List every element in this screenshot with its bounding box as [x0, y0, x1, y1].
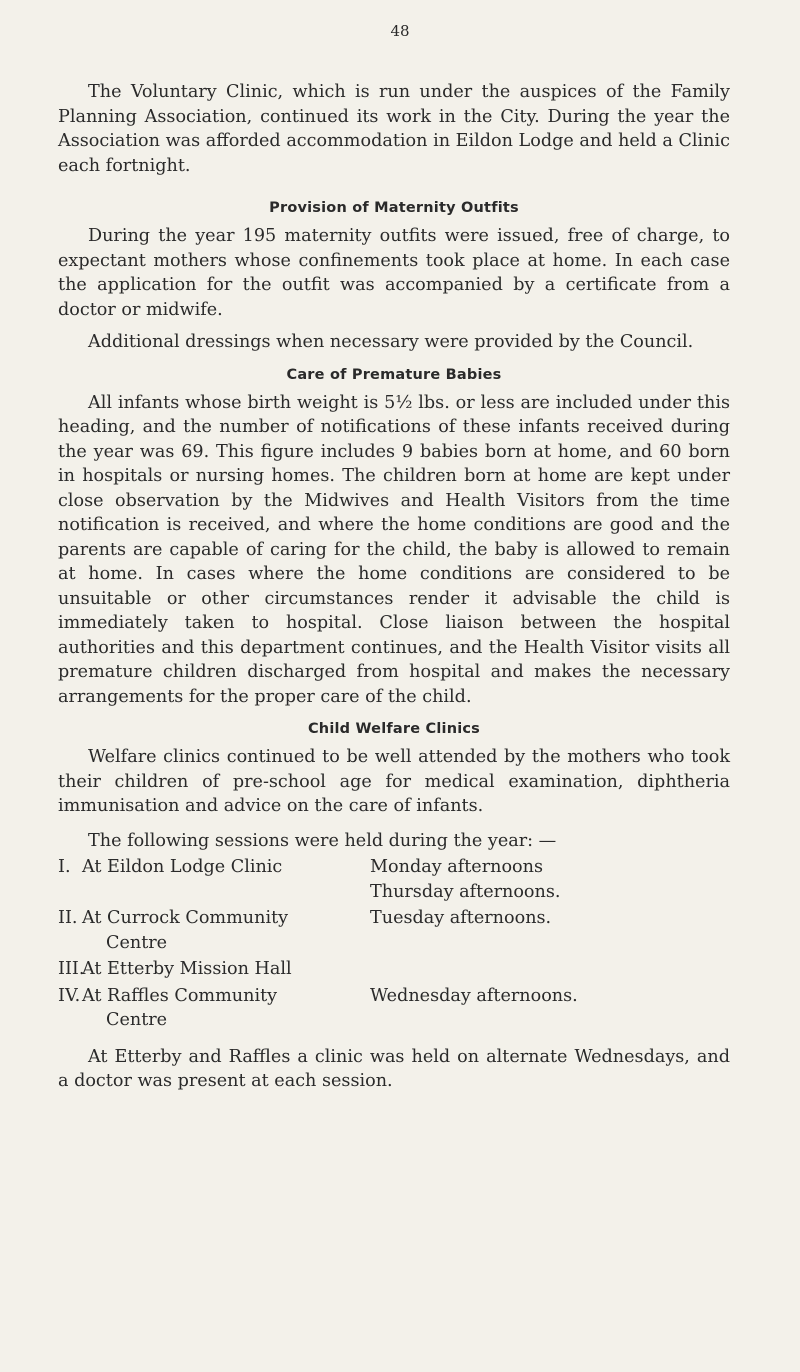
session-numeral: I.: [58, 857, 71, 877]
session-item: [58, 855, 730, 904]
session-venue-line: At Eildon Lodge Clinic: [82, 857, 283, 877]
page-number: 48: [390, 22, 410, 40]
closing-paragraph: At Etterby and Raffles a clinic was held on alternate Wednesdays, and a doctor was present at each session.: [58, 1046, 730, 1091]
session-day-line: Wednesday afternoons.: [370, 985, 578, 1006]
session-numeral: IV.: [58, 985, 81, 1006]
session-venue-line: At Etterby Mission Hall: [82, 959, 292, 979]
session-venue-line: Centre: [106, 1010, 168, 1030]
session-day-line: Thursday afternoons.: [370, 881, 561, 902]
session-days: [370, 855, 730, 904]
intro-paragraph: The Voluntary Clinic, which is run under the auspices of the Family Planning Association, continued its work in the City. During the year the Association was afforded accommodation in Eildon Lodge and held a Clinic each fortnight.: [58, 82, 730, 176]
session-day-line: Monday afternoons: [370, 857, 543, 877]
welfare-paragraph: Welfare clinics continued to be well attended by the mothers who took their children of pre-school age for medical examination, diphtheria immunisation and advice on the care of infants.: [58, 747, 730, 816]
page-content: [58, 80, 730, 1094]
sessions-list: [58, 855, 730, 1033]
welfare-heading: Child Welfare Clinics: [307, 721, 481, 737]
session-venue: [82, 984, 352, 1033]
maternity-paragraph: During the year 195 maternity outfits were issued, free of charge, to expectant mothers whose confinements took place at home. In each case the application for the outfit was accompanied by a certificate from a doctor or midwife.: [58, 226, 730, 320]
session-days: [370, 906, 730, 931]
session-numeral: III.: [58, 959, 85, 979]
premature-heading: Care of Premature Babies: [286, 366, 502, 383]
session-day-line: Tuesday afternoons.: [370, 908, 552, 928]
session-venue-line: At Raffles Community: [82, 985, 278, 1006]
session-numeral: II.: [58, 908, 78, 928]
session-venue-line: Centre: [106, 932, 168, 953]
maternity-dressings-paragraph: Additional dressings when necessary were provided by the Council.: [88, 332, 694, 352]
session-venue: [82, 855, 352, 880]
session-venue-line: At Currock Community: [82, 908, 289, 928]
session-days: [370, 984, 730, 1009]
maternity-heading: Provision of Maternity Outfits: [269, 200, 519, 216]
session-item: [58, 906, 730, 955]
session-venue: [82, 906, 352, 955]
premature-paragraph: All infants whose birth weight is 5½ lbs. or less are included under this heading, and the number of notifications of these infants received during the year was 69. This figure includes 9 babies born at home, and 60 born in hospitals or nursing homes. The children born at home are kept under close observation by the Midwives and Health Visitors from the time notification is received, and where the home conditions are good and the parents are capable of caring for the child, the baby is allowed to remain at home. In cases where the home conditions are considered to be unsuitable or other circumstances render it advisable the child is immediately taken to hospital. Close liaison between the hospital authorities and this department continues, and the Health Visitor visits all premature children discharged from hospital and makes the necessary arrangements for the proper care of the child.: [58, 392, 730, 707]
session-item: [58, 957, 730, 982]
sessions-intro: The following sessions were held during the year: —: [88, 830, 557, 851]
session-item: [58, 984, 730, 1033]
session-venue: [82, 957, 352, 982]
